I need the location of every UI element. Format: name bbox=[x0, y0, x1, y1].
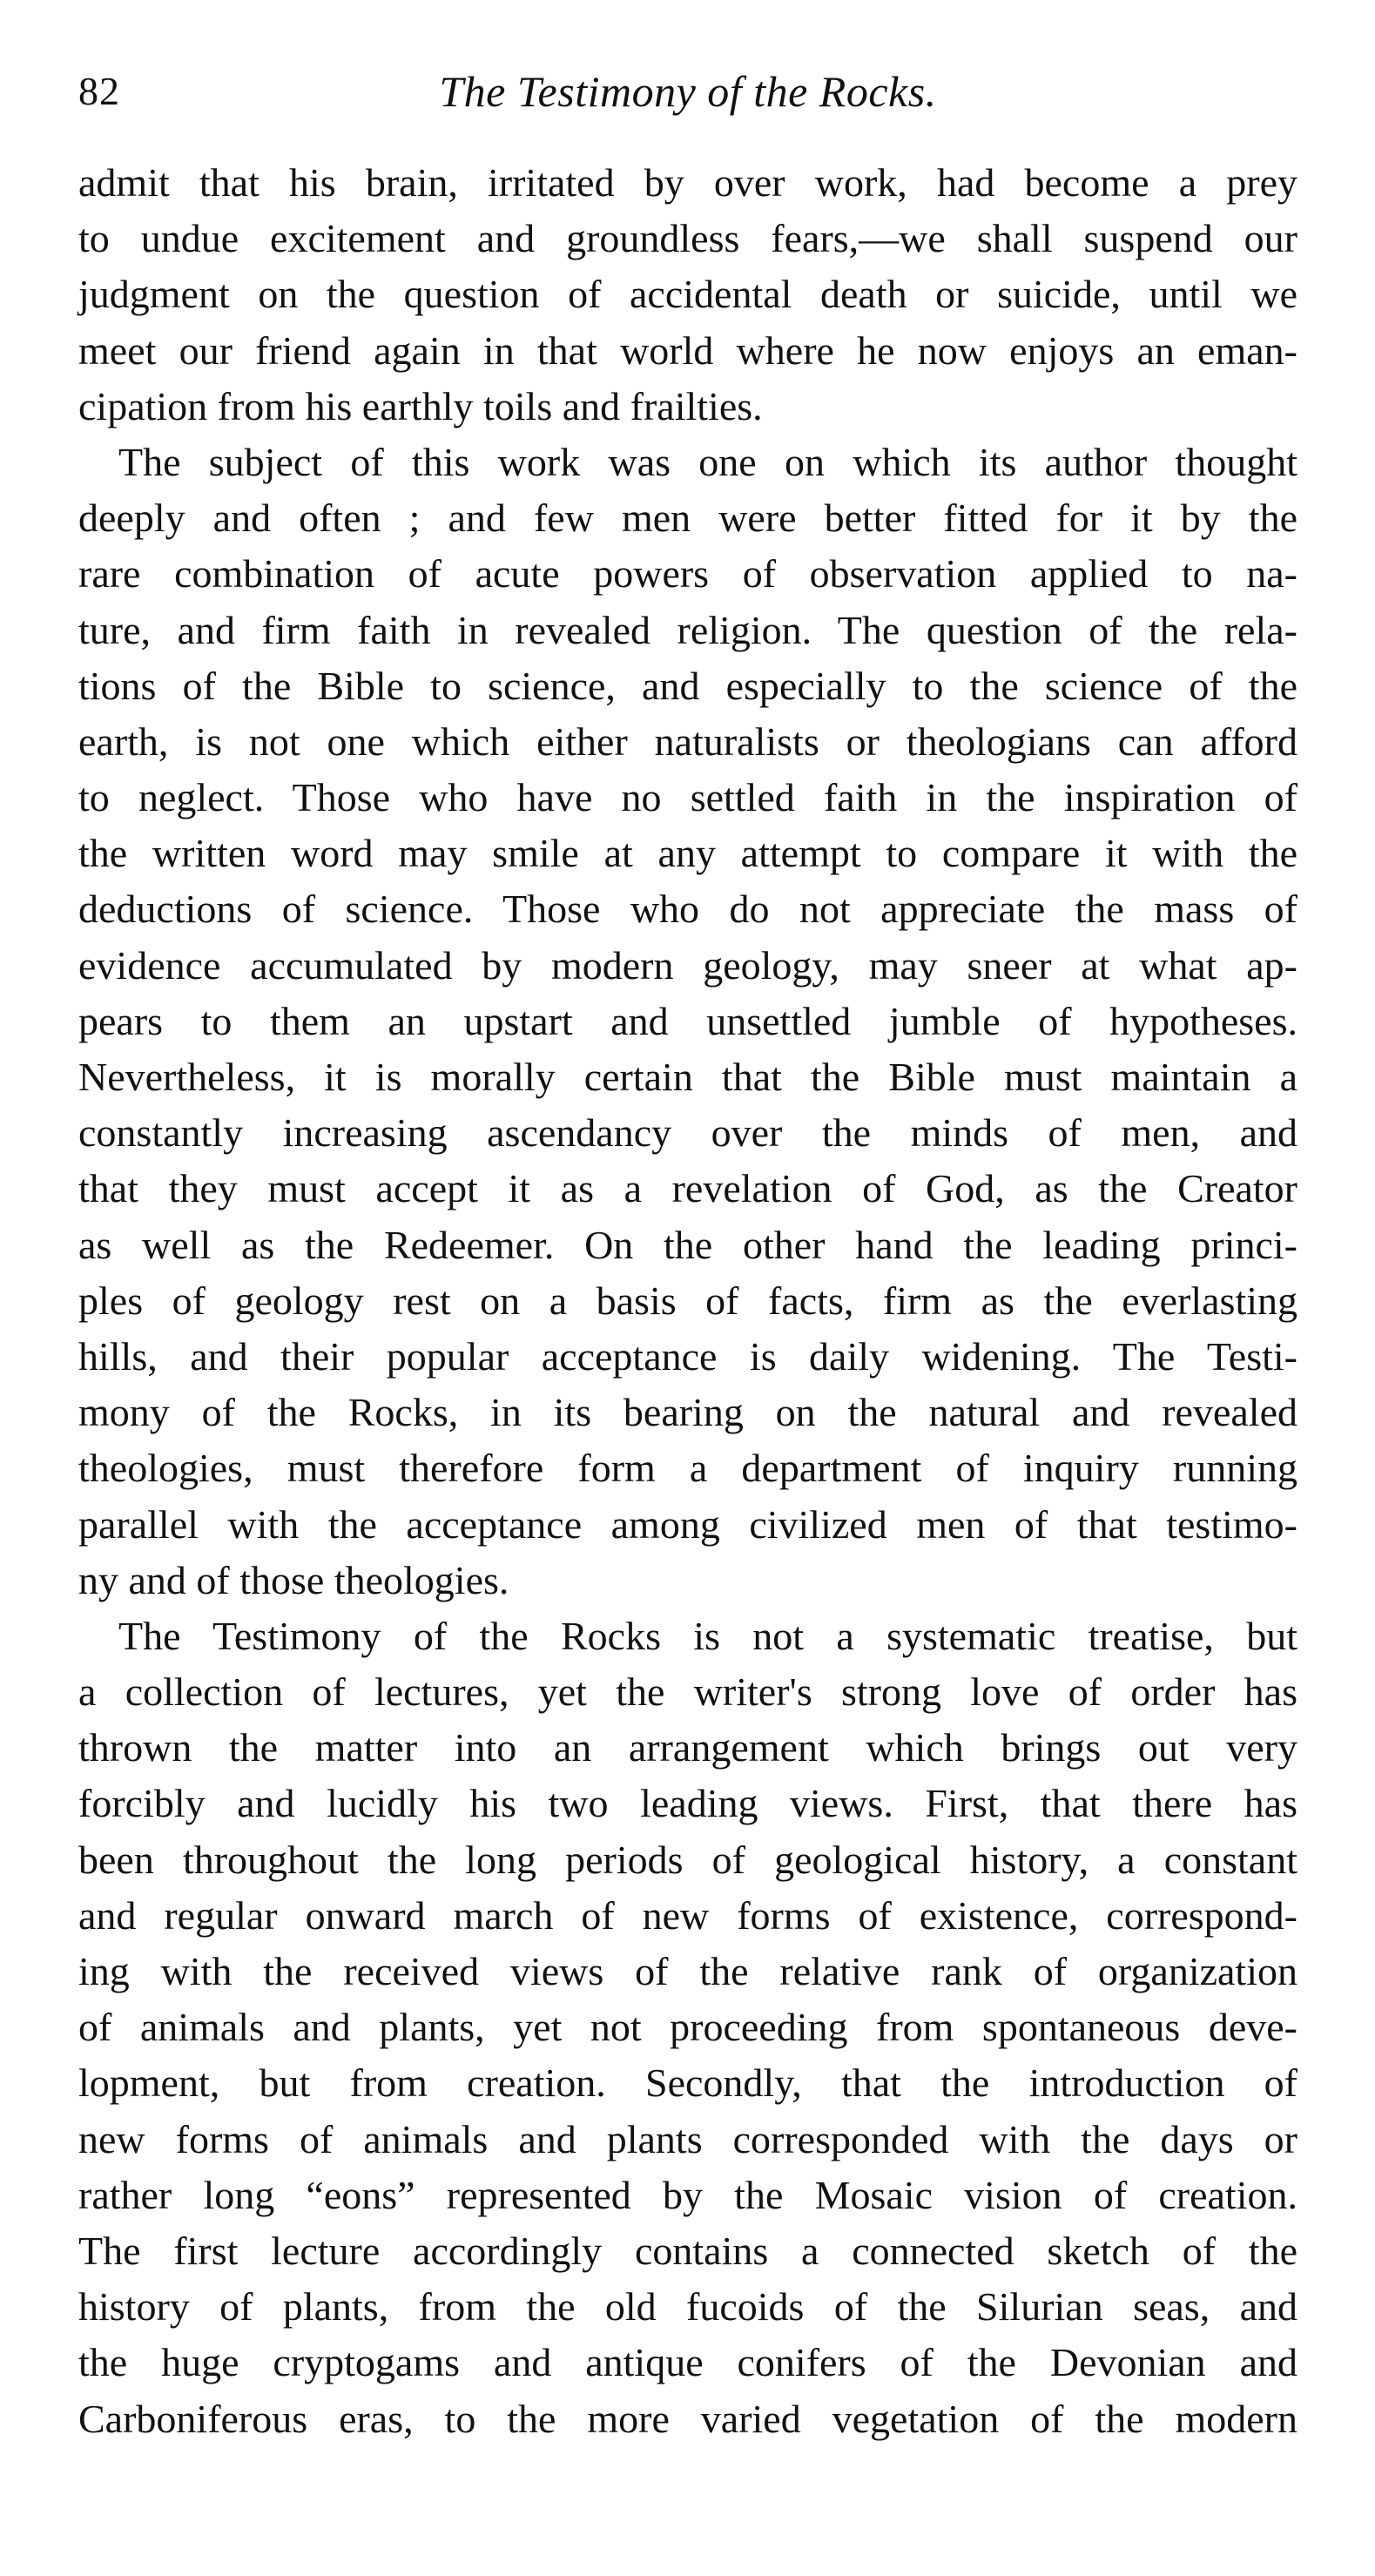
text-line: of animals and plants, yet not proceeding from spontaneous deve- bbox=[78, 2005, 1297, 2050]
running-head bbox=[78, 61, 1297, 131]
text-line: rather long “eons” represented by the Mosaic vision of creation. bbox=[78, 2172, 1297, 2217]
text-line: and regular onward march of new forms of existence, correspond- bbox=[78, 1892, 1297, 1938]
text-line: deductions of science. Those who do not appreciate the mass of bbox=[78, 887, 1297, 932]
running-title: The Testimony of the Rocks. bbox=[439, 67, 937, 116]
text-line: forcibly and lucidly his two leading views. First, that there has bbox=[78, 1781, 1297, 1826]
text-line: as well as the Redeemer. On the other hand the leading princi- bbox=[78, 1222, 1297, 1267]
book-page bbox=[78, 61, 1297, 2447]
text-line: pears to them an upstart and unsettled jumble of hypotheses. bbox=[78, 998, 1297, 1043]
paragraph-1 bbox=[78, 155, 1297, 435]
text-line: mony of the Rocks, in its bearing on the natural and revealed bbox=[78, 1390, 1297, 1435]
text-line: new forms of animals and plants corresponded with the days or bbox=[78, 2116, 1297, 2161]
text-line: judgment on the question of accidental death or suicide, until we bbox=[78, 272, 1297, 317]
text-line: Nevertheless, it is morally certain that the Bible must maintain a bbox=[78, 1055, 1297, 1099]
text-line: ture, and firm faith in revealed religion. The question of the rela- bbox=[78, 607, 1297, 652]
text-line: tions of the Bible to science, and especially to the science of the bbox=[78, 663, 1297, 708]
text-line: been throughout the long periods of geological history, a constant bbox=[78, 1837, 1297, 1882]
text-line: history of plants, from the old fucoids of the Silurian seas, and bbox=[78, 2284, 1297, 2330]
text-line: deeply and often ; and few men were better fitted for it by the bbox=[78, 496, 1297, 541]
text-line: The Testimony of the Rocks is not a systematic treatise, but bbox=[118, 1613, 1297, 1658]
text-line: meet our friend again in that world where he now enjoys an eman- bbox=[78, 327, 1297, 373]
text-line: ny and of those theologies. bbox=[78, 1557, 509, 1602]
text-line: the written word may smile at any attempt to compare it with the bbox=[78, 831, 1297, 876]
text-line: ing with the received views of the relative rank of organization bbox=[78, 1949, 1297, 1993]
text-line: The first lecture accordingly contains a connected sketch of the bbox=[78, 2228, 1297, 2273]
text-line: lopment, but from creation. Secondly, that the introduction of bbox=[78, 2060, 1297, 2106]
text-line: parallel with the acceptance among civilized men of that testimo- bbox=[78, 1501, 1297, 1547]
text-line: thrown the matter into an arrangement which brings out very bbox=[78, 1725, 1297, 1770]
text-line: to undue excitement and groundless fears,—we shall suspend our bbox=[78, 216, 1297, 261]
text-line: cipation from his earthly toils and frailties. bbox=[78, 383, 763, 428]
text-line: that they must accept it as a revelation of God, as the Creator bbox=[78, 1166, 1297, 1211]
text-line: rare combination of acute powers of observation applied to na- bbox=[78, 551, 1297, 597]
text-line: to neglect. Those who have no settled faith in the inspiration of bbox=[78, 775, 1297, 820]
paragraph-3 bbox=[78, 1608, 1297, 2447]
text-line: ples of geology rest on a basis of facts, firm as the everlasting bbox=[78, 1278, 1297, 1323]
paragraph-2 bbox=[78, 435, 1297, 1608]
text-line: constantly increasing ascendancy over the minds of men, and bbox=[78, 1110, 1297, 1156]
page-number: 82 bbox=[78, 69, 120, 113]
text-line: The subject of this work was one on which its author thought bbox=[118, 439, 1297, 484]
text-line: the huge cryptogams and antique conifers of the Devonian and bbox=[78, 2340, 1297, 2385]
text-line: admit that his brain, irritated by over work, had become a prey bbox=[78, 160, 1297, 205]
text-line: Carboniferous eras, to the more varied vegetation of the modern bbox=[78, 2396, 1297, 2441]
text-line: a collection of lectures, yet the writer's strong love of order has bbox=[78, 1669, 1297, 1715]
text-line: hills, and their popular acceptance is daily widening. The Testi- bbox=[78, 1333, 1297, 1379]
text-line: earth, is not one which either naturalists or theologians can afford bbox=[78, 718, 1297, 764]
text-line: theologies, must therefore form a department of inquiry running bbox=[78, 1446, 1297, 1491]
text-line: evidence accumulated by modern geology, may sneer at what ap- bbox=[78, 942, 1297, 988]
